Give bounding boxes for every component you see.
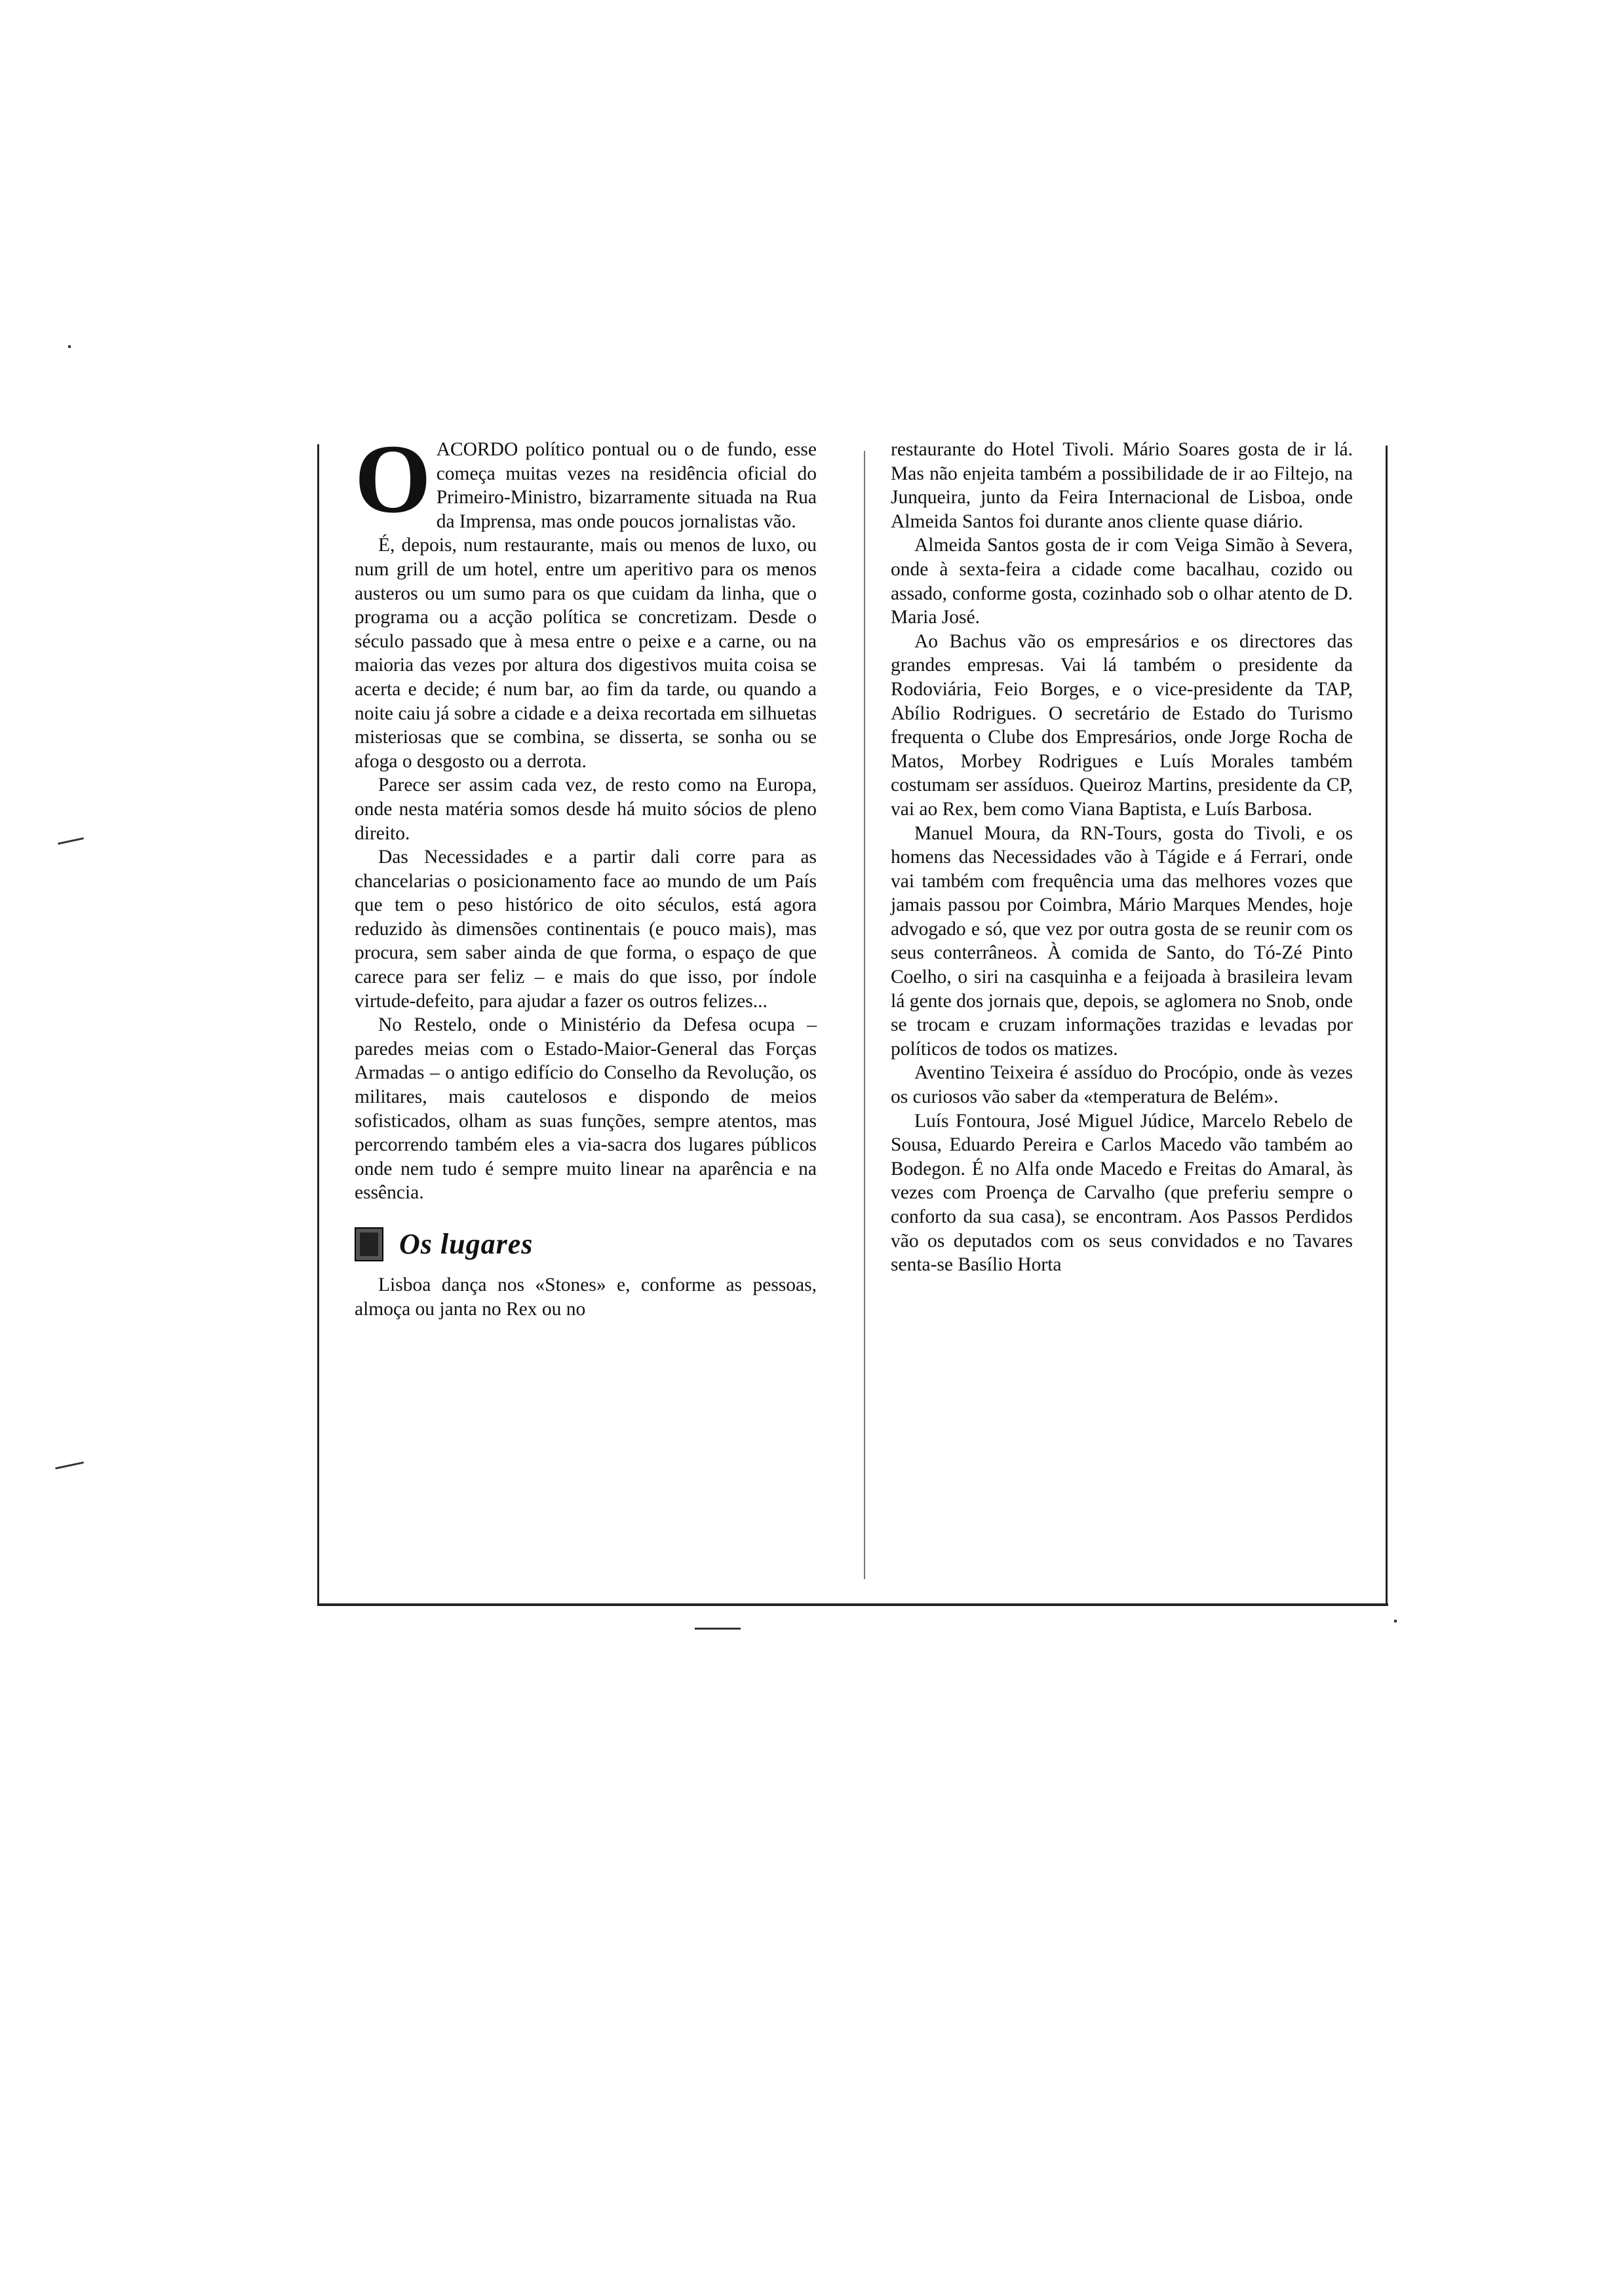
scan-speck — [1394, 1620, 1397, 1622]
paragraph: Luís Fontoura, José Miguel Júdice, Marcelo Rebelo de Sousa, Eduardo Pereira e Carlos Macedo vão também ao Bodegon. É no Alfa onde Macedo e Freitas do Amaral, às vezes com Proença de Carvalho (que preferiu sempre o conforto da sua casa), se encontram. Aos Passos Perdidos vão os deputados com os seus convidados e no Tavares senta-se Basílio Horta — [891, 1110, 1353, 1276]
paragraph: Parece ser assim cada vez, de resto como na Europa, onde nesta matéria somos desde há muito sócios de pleno direito. — [355, 775, 817, 844]
paragraph: ACORDO político pontual ou o de fundo, esse começa muitas vezes na residência oficial do Primeiro-Ministro, bizarramente situada na Rua da Imprensa, mas onde poucos jornalistas vão. — [436, 439, 817, 532]
scan-speck — [58, 837, 84, 845]
paragraph: Aventino Teixeira é assíduo do Procópio, onde às vezes os curiosos vão saber da «temperatura de Belém». — [891, 1062, 1353, 1108]
scan-speck — [68, 345, 71, 348]
drop-cap: O — [355, 425, 431, 533]
paragraph: Das Necessidades e a partir dali corre para as chancelarias o posicionamento face ao mundo de um País que tem o peso histórico de oito séculos, está agora reduzido às dimensões continentais (e pouco mais), mas procura, sem saber ainda de que forma, o espaço de que carece para ser feliz – e mais do que isso, por índole virtude-defeito, para ajudar a fazer os outros felizes... — [355, 847, 817, 1012]
paragraph: Manuel Moura, da RN-Tours, gosta do Tivoli, e os homens das Necessidades vão à Tágide e á Ferrari, onde vai também com frequência uma das melhores vozes que jamais passou por Coimbra, Mário Marques Mendes, hoje advogado e só, que vez por outra gosta de se reunir com os seus conterrâneos. À comida de Santo, do Tó-Zé Pinto Coelho, o siri na casquinha e a feijoada à brasileira levam lá gente dos jornais que, depois, se aglomera no Snob, onde se trocam e cruzam informações trazidas e levadas por políticos de todos os matizes. — [891, 822, 1353, 1060]
paragraph: Lisboa dança nos «Stones» e, conforme as pessoas, almoça ou janta no Rex ou no — [355, 1274, 817, 1320]
scan-speck — [695, 1628, 741, 1630]
section-heading — [355, 1227, 817, 1261]
left-margin-rule — [317, 444, 319, 1605]
right-margin-rule — [1386, 446, 1388, 1605]
paragraph: Ao Bachus vão os empresários e os directores das grandes empresas. Vai lá também o presidente da Rodoviária, Feio Borges, e o vice-presidente da TAP, Abílio Rodrigues. O secretário de Estado do Turismo frequenta o Clube dos Empresários, onde Jorge Rocha de Matos, Morbey Rodrigues e Luís Morales também costumam ser assíduos. Queiroz Martins, presidente da CP, vai ao Rex, bem como Viana Baptista, e Luís Barbosa. — [891, 630, 1353, 820]
column-divider-rule — [864, 451, 865, 1579]
paragraph: Almeida Santos gosta de ir com Veiga Simão à Severa, onde à sexta-feira a cidade come bacalhau, cozido ou assado, conforme gosta, cozinhado sob o olhar atento de D. Maria José. — [891, 535, 1353, 628]
paragraph: restaurante do Hotel Tivoli. Mário Soares gosta de ir lá. Mas não enjeita também a possibilidade de ir ao Filtejo, na Junqueira, junto da Feira Internacional de Lisboa, onde Almeida Santos foi durante anos cliente quase diário. — [891, 439, 1353, 532]
article-column-left — [355, 425, 817, 1321]
article-column-right — [891, 438, 1353, 1277]
section-title: Os lugares — [399, 1227, 534, 1260]
section-square-icon — [355, 1227, 383, 1261]
scan-speck — [55, 1461, 84, 1469]
paragraph: No Restelo, onde o Ministério da Defesa ocupa – paredes meias com o Estado-Maior-General das Forças Armadas – o antigo edifício do Conselho da Revolução, os militares, mais cautelosos e dispondo de meios sofisticados, olham as suas funções, sempre atentos, mas percorrendo também eles a via-sacra dos lugares públicos onde nem tudo é sempre muito linear na aparência e na essência. — [355, 1014, 817, 1204]
bottom-rule — [317, 1603, 1388, 1606]
paragraph: É, depois, num restaurante, mais ou menos de luxo, ou num grill de um hotel, entre um aperitivo para os menos austeros ou um sumo para os que cuidam da linha, que o programa ou a acção política se concretizam. Desde o século passado que à mesa entre o peixe e a carne, ou na maioria das vezes por altura dos digestivos muita coisa se acerta e decide; é num bar, ao fim da tarde, ou quando a noite caiu já sobre a cidade e a deixa recortada em silhuetas misteriosas que se combina, se disserta, se sonha ou se afoga o desgosto ou a derrota. — [355, 535, 817, 772]
